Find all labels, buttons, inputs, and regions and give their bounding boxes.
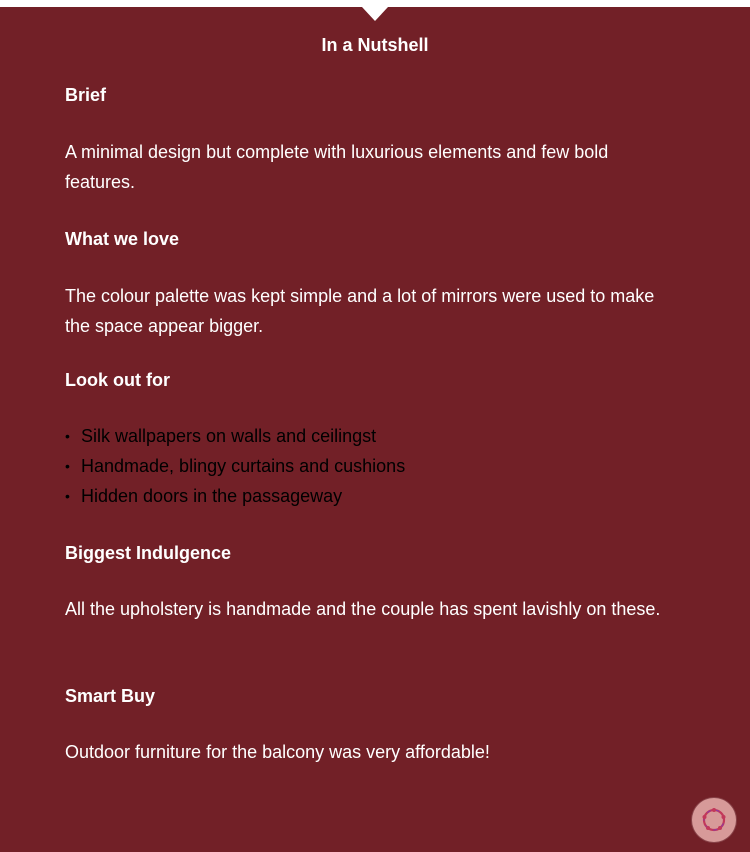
panel-title: In a Nutshell: [321, 35, 429, 55]
smart-buy-text: Outdoor furniture for the balcony was very affordable!: [65, 742, 490, 762]
what-we-love-text: The colour palette was kept simple and a lot of mirrors were used to make the space appear bigger.: [65, 286, 655, 336]
list-item: • Handmade, blingy curtains and cushions: [65, 451, 405, 481]
list-item: • Hidden doors in the passageway: [65, 481, 405, 511]
brief-heading: Brief: [65, 85, 107, 105]
brief-text: A minimal design but complete with luxurious elements and few bold features.: [65, 142, 609, 192]
look-out-for-heading: Look out for: [65, 370, 170, 390]
what-we-love-heading: What we love: [65, 229, 180, 249]
flower-ring-icon: [699, 805, 729, 835]
list-item: • Silk wallpapers on walls and ceilingst: [65, 421, 405, 451]
biggest-indulgence-text: All the upholstery is handmade and the couple has spent lavishly on these.: [65, 599, 661, 619]
smart-buy-heading: Smart Buy: [65, 686, 156, 706]
biggest-indulgence-heading: Biggest Indulgence: [65, 543, 232, 563]
pointer-notch: [362, 7, 388, 21]
floating-badge-button[interactable]: [692, 798, 736, 842]
look-out-for-list: [65, 421, 405, 511]
